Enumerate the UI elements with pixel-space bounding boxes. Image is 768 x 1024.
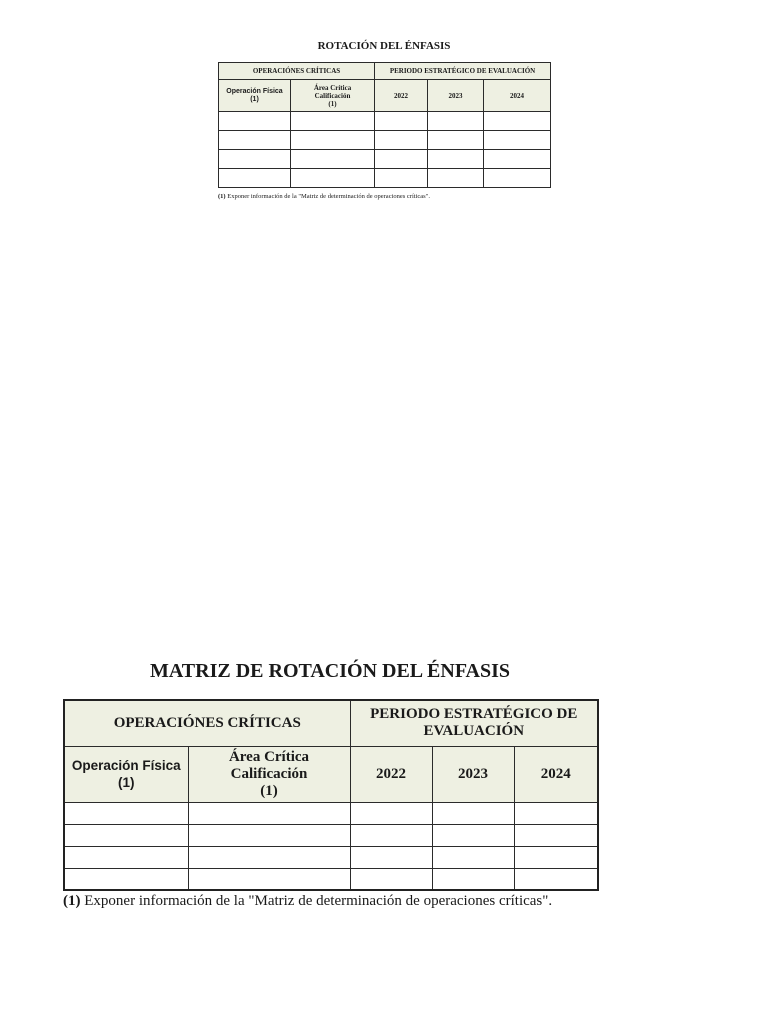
table-cell[interactable]: [64, 824, 188, 846]
large-table-section: [63, 660, 597, 910]
table-cell[interactable]: [219, 112, 291, 131]
table-row: [219, 169, 551, 188]
header-year-2023: 2023: [432, 746, 514, 802]
small-table: [218, 62, 551, 188]
header-critical-area-label: Área Crítica: [313, 83, 352, 92]
header-strategic-period: PERIODO ESTRATÉGICO DE EVALUACIÓN: [350, 700, 598, 746]
header-physical-operation-ref: (1): [118, 775, 135, 790]
table-cell[interactable]: [219, 169, 291, 188]
table-cell[interactable]: [188, 846, 350, 868]
table-cell[interactable]: [484, 112, 551, 131]
table-row: [64, 868, 598, 890]
table-row: [64, 846, 598, 868]
table-cell[interactable]: [484, 131, 551, 150]
header-critical-area-ref: (1): [260, 782, 278, 799]
header-critical-operations: OPERACIÓNES CRÍTICAS: [64, 700, 350, 746]
table-cell[interactable]: [428, 131, 484, 150]
table-cell[interactable]: [484, 169, 551, 188]
table-cell[interactable]: [432, 824, 514, 846]
table-cell[interactable]: [291, 112, 375, 131]
table-cell[interactable]: [432, 802, 514, 824]
header-year-2022: 2022: [350, 746, 432, 802]
table-cell[interactable]: [291, 131, 375, 150]
header-critical-area-sub: Calificación: [230, 765, 308, 782]
header-critical-area: [291, 80, 375, 112]
table-cell[interactable]: [188, 824, 350, 846]
header-physical-operation-ref: (1): [250, 95, 259, 103]
header-physical-operation-label: Operación Física: [226, 87, 283, 95]
table-cell[interactable]: [219, 150, 291, 169]
table-cell[interactable]: [188, 802, 350, 824]
table-cell[interactable]: [428, 112, 484, 131]
header-critical-area-sub: Calificación: [314, 91, 351, 100]
table-cell[interactable]: [428, 169, 484, 188]
table-cell[interactable]: [350, 846, 432, 868]
table-cell[interactable]: [375, 169, 428, 188]
table-row: [64, 824, 598, 846]
table-cell[interactable]: [219, 131, 291, 150]
footnote-text: Exponer información de la "Matriz de determinación de operaciones críticas".: [80, 893, 553, 909]
header-year-2024: 2024: [484, 80, 551, 112]
footnote-ref: (1): [218, 193, 226, 200]
table-cell[interactable]: [291, 169, 375, 188]
header-year-2022: 2022: [375, 80, 428, 112]
table-cell[interactable]: [514, 846, 598, 868]
small-table-section: [218, 40, 550, 200]
header-year-2023: 2023: [428, 80, 484, 112]
large-table-title: MATRIZ DE ROTACIÓN DEL ÉNFASIS: [149, 660, 511, 682]
table-cell[interactable]: [484, 150, 551, 169]
table-cell[interactable]: [291, 150, 375, 169]
table-cell[interactable]: [428, 150, 484, 169]
small-table-title: ROTACIÓN DEL ÉNFASIS: [317, 40, 451, 52]
table-cell[interactable]: [514, 868, 598, 890]
header-physical-operation: [64, 746, 188, 802]
table-cell[interactable]: [350, 824, 432, 846]
table-cell[interactable]: [375, 150, 428, 169]
footnote: [218, 193, 550, 200]
table-cell[interactable]: [350, 868, 432, 890]
table-cell[interactable]: [375, 131, 428, 150]
table-cell[interactable]: [64, 846, 188, 868]
header-physical-operation: [219, 80, 291, 112]
table-cell[interactable]: [514, 824, 598, 846]
table-row: [219, 150, 551, 169]
header-critical-area: [188, 746, 350, 802]
header-critical-operations: OPERACIÓNES CRÍTICAS: [219, 63, 375, 80]
header-critical-area-label: Área Crítica: [228, 748, 310, 765]
header-strategic-period: PERIODO ESTRATÉGICO DE EVALUACIÓN: [375, 63, 551, 80]
table-cell[interactable]: [350, 802, 432, 824]
table-cell[interactable]: [64, 802, 188, 824]
footnote-ref: (1): [63, 893, 81, 909]
table-cell[interactable]: [64, 868, 188, 890]
large-table: [63, 699, 599, 891]
header-physical-operation-label: Operación Física: [71, 758, 181, 773]
table-cell[interactable]: [432, 846, 514, 868]
table-row: [64, 802, 598, 824]
table-cell[interactable]: [375, 112, 428, 131]
table-cell[interactable]: [188, 868, 350, 890]
footnote-text: Exponer información de la "Matriz de determinación de operaciones críticas".: [225, 193, 430, 200]
table-row: [219, 131, 551, 150]
table-cell[interactable]: [514, 802, 598, 824]
header-critical-area-ref: (1): [328, 99, 337, 108]
table-cell[interactable]: [432, 868, 514, 890]
table-row: [219, 112, 551, 131]
header-year-2024: 2024: [514, 746, 598, 802]
footnote: [63, 893, 597, 910]
